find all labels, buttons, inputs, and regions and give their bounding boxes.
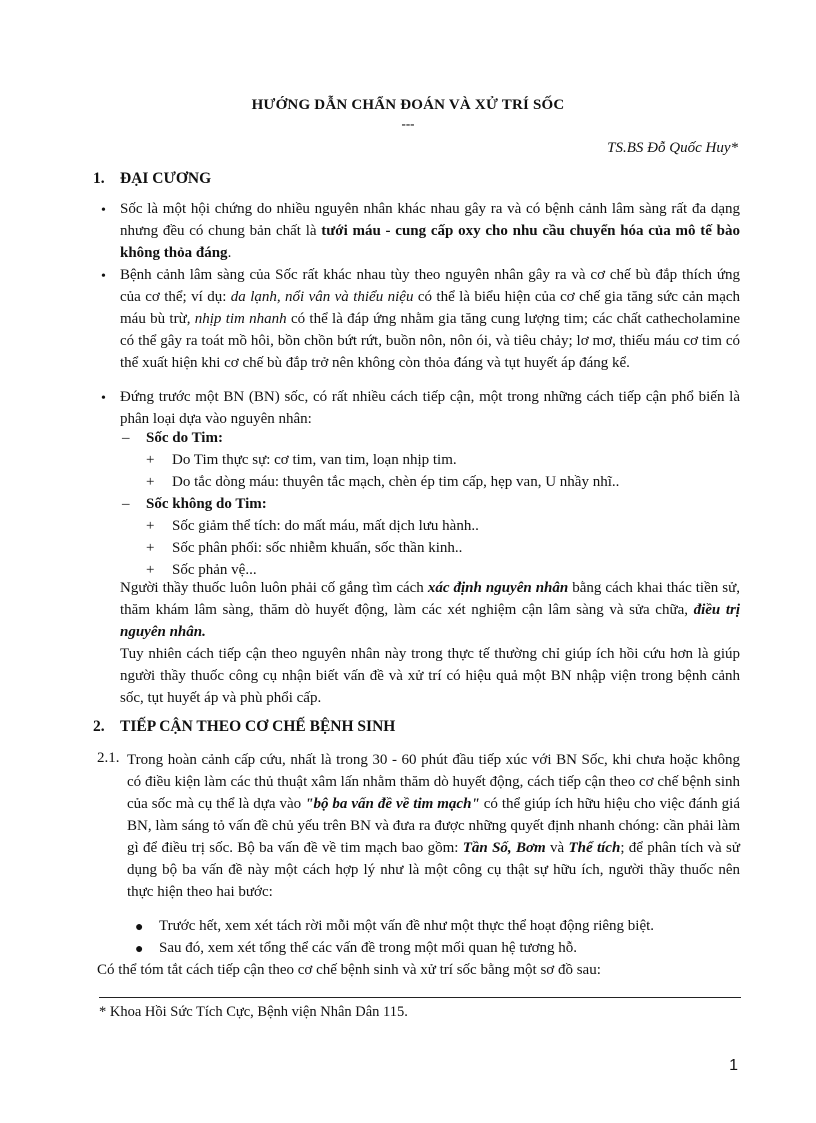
plus-icon: + <box>146 452 155 468</box>
cardiac-item-1: Do Tim thực sự: cơ tim, van tim, loạn nhịp tim. <box>172 452 457 468</box>
sub-text-3: và <box>545 840 569 856</box>
section-2-number: 2. <box>93 718 105 735</box>
bullet-1-text: Sốc là một hội chứng do nhiều nguyên nhân khác nhau gây ra và có bệnh cảnh lâm sàng rất đa dạng nhưng đều có chung bản chất là <box>120 201 740 239</box>
dash-icon: – <box>122 430 130 446</box>
noncardiac-item-2: Sốc phân phối: sốc nhiễm khuẩn, sốc thần kinh.. <box>172 540 463 556</box>
dash-icon: – <box>122 496 130 512</box>
plus-icon: + <box>146 540 155 556</box>
para-1-text-2: bằng cách khai thác tiền sử, thăm khám lâm sàng, thăm dò huyết động, làm các xét nghiệm cận lâm sàng và sửa chữa, <box>120 580 740 618</box>
section-1-number: 1. <box>93 170 105 187</box>
section-2-heading <box>93 718 395 736</box>
title-separator: --- <box>401 116 415 131</box>
noncardiac-item-1: Sốc giảm thể tích: do mất máu, mất dịch lưu hành.. <box>172 518 479 534</box>
bullet-icon: • <box>101 391 106 406</box>
section-1-paragraph-2: Tuy nhiên cách tiếp cận theo nguyên nhân này trong thực tế thường chỉ giúp ích hồi cứu hơn là giúp người thầy thuốc công cụ nhận biết vấn đề và xử trí có hiệu quả một BN nhập viện trong bệnh cảnh sốc, tụt huyết áp và phù phổi cấp. <box>120 646 740 706</box>
author-line: TS.BS Đỗ Quốc Huy* <box>607 140 738 156</box>
plus-icon: + <box>146 474 155 490</box>
section-1-bullet-2 <box>120 264 740 374</box>
section-1-bullet-3: Đứng trước một BN (BN) sốc, có rất nhiều cách tiếp cận, một trong những cách tiếp cận phổ biến là phân loại dựa vào nguyên nhân: <box>120 389 740 427</box>
bullet-2-italic-2: nhịp tim nhanh <box>194 311 287 327</box>
bullet-icon: • <box>101 269 106 284</box>
para-1-emphasis-2: điều trị nguyên nhân. <box>120 602 740 640</box>
shock-noncardiac-heading: Sốc không do Tim: <box>146 496 267 512</box>
bullet-2-text-1: Bệnh cảnh lâm sàng của Sốc rất khác nhau tùy theo nguyên nhân gây ra và cơ chế bù đắp thích ứng của cơ thể; ví dụ: <box>120 267 740 305</box>
bullet-2-italic-1: da lạnh, nổi vân và thiểu niệu <box>230 289 414 305</box>
noncardiac-item-3: Sốc phản vệ... <box>172 562 257 578</box>
page-number: 1 <box>729 1057 738 1074</box>
cardiac-item-2: Do tắc dòng máu: thuyên tắc mạch, chèn ép tim cấp, hẹp van, U nhầy nhĩ.. <box>172 474 620 490</box>
closing-sentence: Có thể tóm tắt cách tiếp cận theo cơ chế bệnh sinh và xử trí sốc bằng một sơ đồ sau: <box>97 962 601 978</box>
footnote: * Khoa Hồi Sức Tích Cực, Bệnh viện Nhân Dân 115. <box>99 1004 408 1020</box>
step-1: Trước hết, xem xét tách rời mỗi một vấn đề như một thực thể hoạt động riêng biệt. <box>159 918 655 934</box>
section-1-paragraph-1 <box>120 577 740 643</box>
footnote-divider <box>99 997 741 998</box>
subsection-2-1-text <box>127 749 740 903</box>
bullet-dot-icon: ● <box>135 942 144 957</box>
sub-emphasis-3: Thể tích <box>568 840 621 856</box>
bullet-icon: • <box>101 203 106 218</box>
section-1-bullet-1 <box>120 198 740 264</box>
sub-text-2: có thể giúp ích hữu hiệu cho việc đánh giá BN, làm sáng tỏ vấn đề chủ yếu trên BN và đưa ra được những quyết định nhanh chóng: cần phải làm gì để điều trị sốc. Bộ ba vấn đề về tim mạch bao gồm: <box>127 796 740 856</box>
shock-cardiac-heading: Sốc do Tim: <box>146 430 223 446</box>
section-1-heading <box>93 170 211 188</box>
para-1-emphasis-1: xác định nguyên nhân <box>427 580 569 596</box>
bullet-2-text-3: có thể là đáp ứng nhằm gia tăng cung lượng tim; các chất cathecholamine có thể gây ra toát mồ hôi, bồn chồn bứt rứt, buồn nôn, nôn ói, và tiêu chảy; lơ mơ, thiếu máu cơ tim có thể xuất hiện khi cơ chế bù đắp trở nên không còn thỏa đáng và tụt huyết áp đáng kể. <box>120 311 740 371</box>
bullet-dot-icon: ● <box>135 920 144 935</box>
plus-icon: + <box>146 518 155 534</box>
document-title: HƯỚNG DẪN CHẨN ĐOÁN VÀ XỬ TRÍ SỐC <box>251 97 565 113</box>
sub-emphasis-2: Tần Số, Bơm <box>462 840 546 856</box>
bullet-1-bold: tưới máu - cung cấp oxy cho nhu cầu chuyển hóa của mô tế bào không thỏa đáng <box>120 223 740 261</box>
section-1-title: ĐẠI CƯƠNG <box>120 170 212 187</box>
sub-text-1: Trong hoàn cảnh cấp cứu, nhất là trong 30 - 60 phút đầu tiếp xúc với BN Sốc, khi chưa hoặc không có điều kiện làm các thủ thuật xâm lấn nhằm thăm dò huyết động, cách tiếp cận theo cơ chế bệnh sinh của sốc mà cụ thể là dựa vào <box>127 752 740 812</box>
para-1-text-1: Người thầy thuốc luôn luôn phải cố gắng tìm cách <box>120 580 428 596</box>
step-2: Sau đó, xem xét tổng thể các vấn đề trong một mối quan hệ tương hỗ. <box>159 940 578 956</box>
plus-icon: + <box>146 562 155 578</box>
section-2-title: TIẾP CẬN THEO CƠ CHẾ BỆNH SINH <box>120 718 396 735</box>
bullet-1-end: . <box>227 245 232 261</box>
sub-emphasis-1: "bộ ba vấn đề về tim mạch" <box>305 796 480 812</box>
bullet-2-text-2: có thể là biểu hiện của cơ chế gia tăng sức cản mạch máu bù trừ, <box>120 289 741 327</box>
sub-text-4: ; để phân tích và sử dụng bộ ba vấn đề này một cách hợp lý như là một công cụ thật sự hữu ích, người thầy thuốc nên thực hiện theo hai bước: <box>127 840 740 900</box>
subsection-2-1-number: 2.1. <box>97 750 120 766</box>
